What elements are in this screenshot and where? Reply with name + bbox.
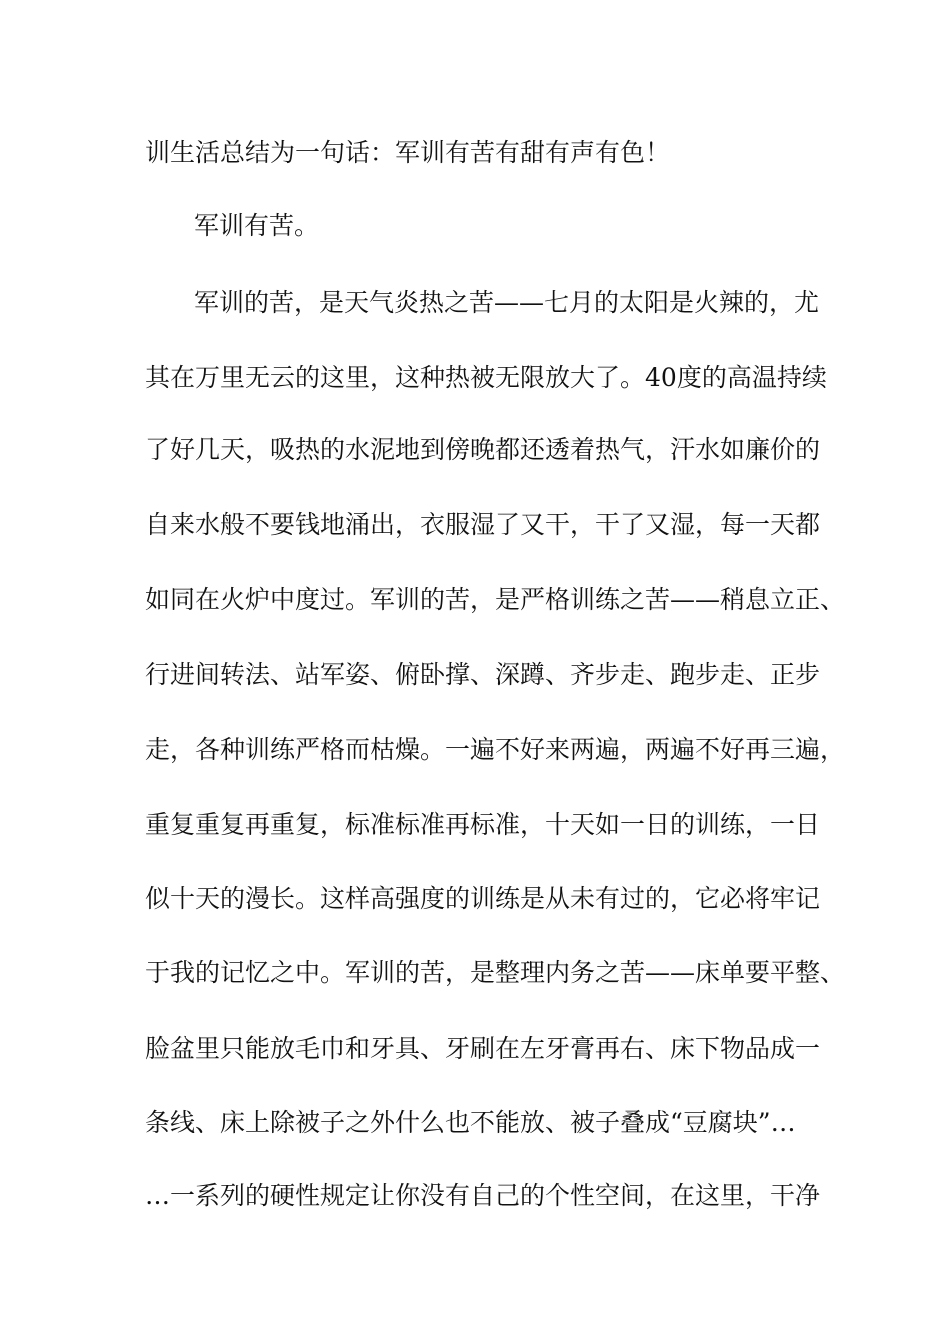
paragraph-line: 军训的苦，是天气炎热之苦——七月的太阳是火辣的，尤 — [194, 288, 820, 317]
paragraph-line: 其在万里无云的这里，这种热被无限放大了。40度的高温持续 — [145, 363, 827, 392]
paragraph-line: 行进间转法、站军姿、俯卧撑、深蹲、齐步走、跑步走、正步 — [145, 660, 821, 689]
paragraph-line: 了好几天，吸热的水泥地到傍晚都还透着热气，汗水如廉价的 — [145, 435, 821, 464]
paragraph-line: …一系列的硬性规定让你没有自己的个性空间，在这里，干净 — [145, 1181, 821, 1210]
paragraph-line: 脸盆里只能放毛巾和牙具、牙刷在左牙膏再右、床下物品成一 — [145, 1034, 821, 1063]
paragraph-line: 自来水般不要钱地涌出，衣服湿了又干，干了又湿，每一天都 — [145, 510, 821, 539]
paragraph-line: 条线、床上除被子之外什么也不能放、被子叠成“豆腐块”… — [145, 1108, 796, 1137]
paragraph-line: 训生活总结为一句话：军训有苦有甜有声有色！ — [145, 138, 671, 167]
paragraph-line: 走，各种训练严格而枯燥。一遍不好来两遍，两遍不好再三遍， — [145, 735, 846, 764]
paragraph-line: 似十天的漫长。这样高强度的训练是从未有过的，它必将牢记 — [145, 884, 821, 913]
section-heading: 军训有苦。 — [194, 211, 320, 240]
paragraph-line: 重复重复再重复，标准标准再标准，十天如一日的训练，一日 — [145, 810, 821, 839]
paragraph-line: 如同在火炉中度过。军训的苦，是严格训练之苦——稍息立正、 — [145, 585, 846, 614]
paragraph-line: 于我的记忆之中。军训的苦，是整理内务之苦——床单要平整、 — [145, 958, 846, 987]
